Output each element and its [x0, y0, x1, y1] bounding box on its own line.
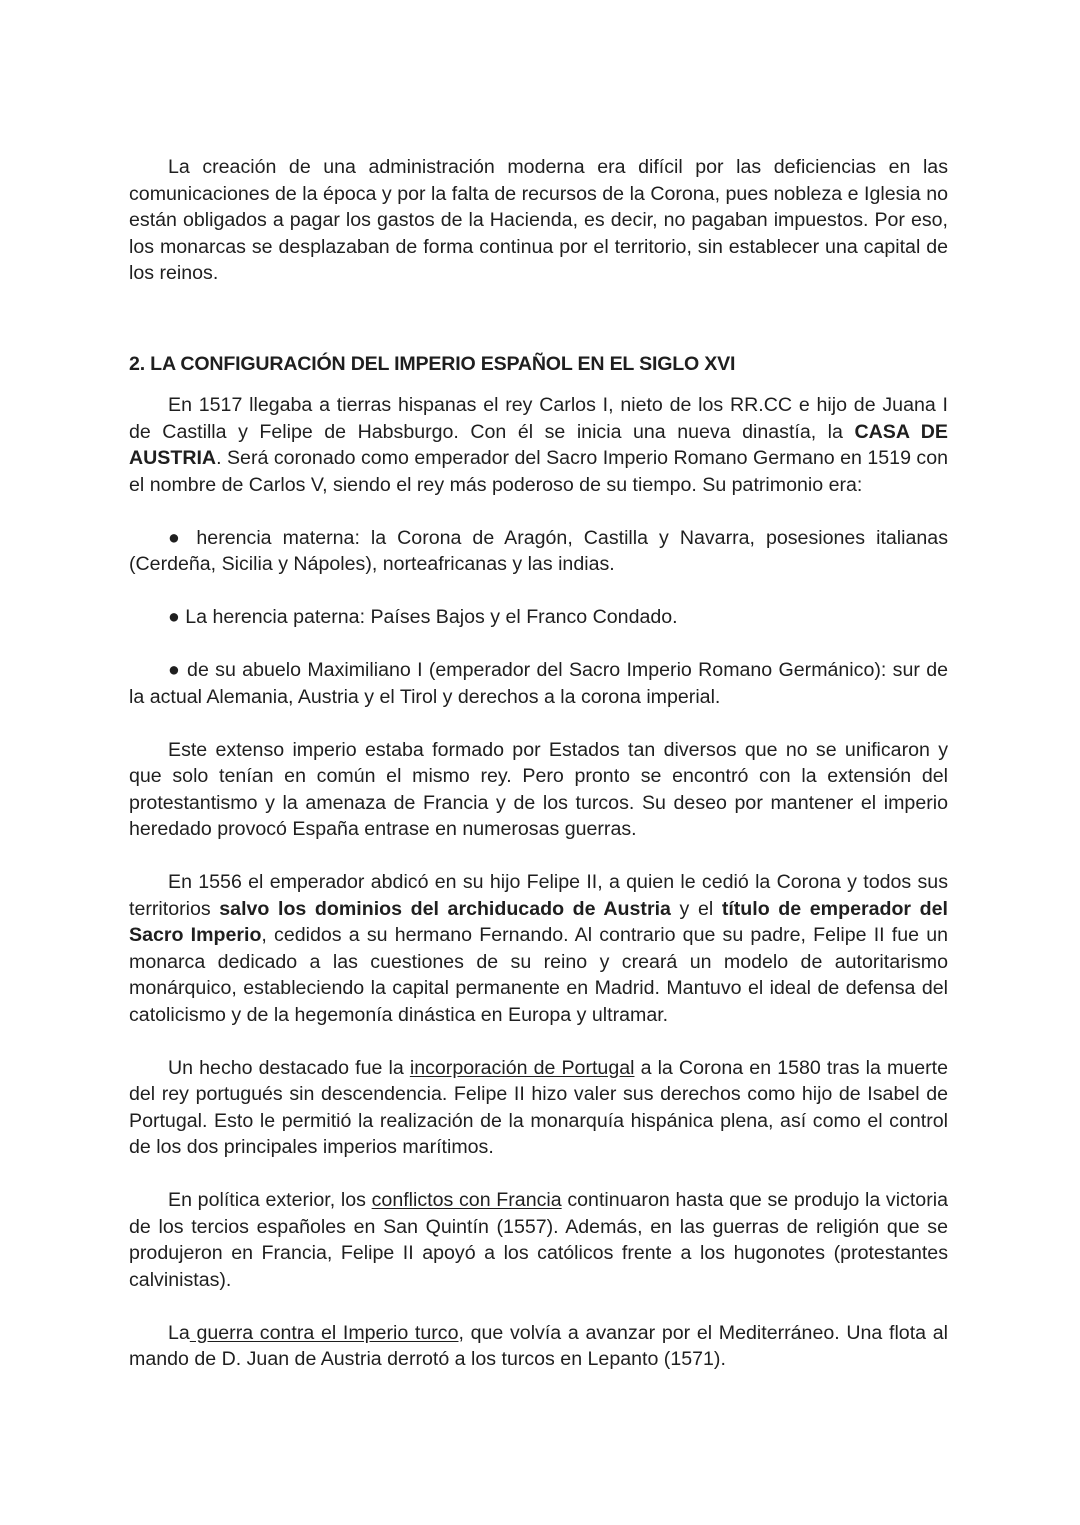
bold-titulo-emperador: título de emperador del Sacro Imperio [129, 897, 948, 946]
text-run: En 1517 llegaba a tierras hispanas el rey Carlos I, nieto de los RR.CC e hijo de Juana I de Castilla y Felipe de Habsburgo. Con él se inicia una nueva dinastía, la [129, 394, 948, 443]
text-run: En política exterior, los [168, 1189, 372, 1211]
intro-paragraph: La creación de una administración moderna era difícil por las deficiencias en las comunicaciones de la época y por la falta de recursos de la Corona, pues nobleza e Iglesia no están obligados a pagar los gastos de la Hacienda, es decir, no pagaban impuestos. Por eso, los monarcas se desplazaban de forma continua por el territorio, sin establecer una capital de los reinos. [129, 156, 948, 284]
text-run: , que volvía a avanzar por el Mediterráneo. Una flota al mando de D. Juan de Austria derrotó a los turcos en Lepanto (1571). [129, 1321, 948, 1370]
paragraph-portugal [129, 1055, 948, 1161]
text-run: y el [670, 897, 722, 920]
text-run: La [168, 1321, 190, 1344]
text-run: continuaron hasta que se produjo la victoria de los tercios españoles en San Quintín (1557). Además, en las guerras de religión que se produjeron en Francia, Felipe II apoyó a los católicos frente a los hugonotes (protestantes calvinistas). [129, 1189, 948, 1291]
bullet-maximiliano: ● de su abuelo Maximiliano I (emperador del Sacro Imperio Romano Germánico): sur de la actual Alemania, Austria y el Tirol y derechos a la corona imperial. [129, 659, 948, 708]
underlined-incorporacion-portugal: incorporación de Portugal [409, 1056, 635, 1079]
paragraph-francia [129, 1187, 948, 1293]
bullet-herencia-paterna: ● La herencia paterna: Países Bajos y el Franco Condado. [168, 606, 678, 628]
bold-dominios-austria: salvo los dominios del archiducado de Austria [219, 897, 671, 920]
paragraph-imperio-turco [129, 1320, 948, 1373]
text-run: a la Corona en 1580 tras la muerte del rey portugués sin descendencia. Felipe II hizo valer sus derechos como hijo de Isabel de Portugal. Esto le permitió la realización de la monarquía hispánica plena, así como el control de los dos principales imperios marítimos. [129, 1056, 948, 1158]
bullet-herencia-materna: ● herencia materna: la Corona de Aragón, Castilla y Navarra, posesiones italianas (Cerdeña, Sicilia y Nápoles), norteafricanas y las indias. [129, 526, 948, 575]
paragraph-extenso-imperio: Este extenso imperio estaba formado por Estados tan diversos que no se unificaron y que solo tenían en común el mismo rey. Pero pronto se encontró con la extensión del protestantismo y la amenaza de Francia y de los turcos. Su deseo por mantener el imperio heredado provocó España entrase en numerosas guerras. [129, 738, 948, 840]
text-run: En 1556 el emperador abdicó en su hijo Felipe II, a quien le cedió la Corona y todos sus territorios [129, 871, 948, 920]
underlined-guerra-turco: guerra contra el Imperio turco [189, 1321, 459, 1344]
text-run: Un hecho destacado fue la [168, 1056, 410, 1079]
section-heading: 2. LA CONFIGURACIÓN DEL IMPERIO ESPAÑOL EN EL SIGLO XVI [129, 352, 736, 375]
text-run: , cedidos a su hermano Fernando. Al contrario que su padre, Felipe II fue un monarca dedicado a las cuestiones de su reino y creará un modelo de autoritarismo monárquico, estableciendo la capital permanente en Madrid. Mantuvo el ideal de defensa del catolicismo y de la hegemonía dinástica en Europa y ultramar. [129, 924, 948, 1026]
paragraph-carlos-i [129, 392, 948, 498]
paragraph-felipe-ii [129, 869, 948, 1028]
text-run: . Será coronado como emperador del Sacro Imperio Romano Germano en 1519 con el nombre de Carlos V, siendo el rey más poderoso de su tiempo. Su patrimonio era: [129, 447, 948, 496]
underlined-conflictos-francia: conflictos con Francia [371, 1189, 562, 1211]
bold-casa-de-austria: CASA DE AUSTRIA [129, 420, 948, 469]
